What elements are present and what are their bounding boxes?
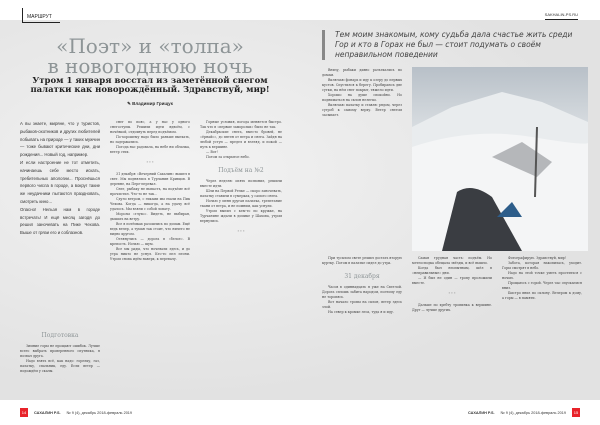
column-right-2: При тусклом свете решил достать вторую куртку. Потом в палатке сидел до утра. 31 декабря Часов в одиннадцать я уже на Светлой. Дорога сплошь забита народом, поэтому еду не торопясь. Вот начало тропы на склон, ветер здесь злой. На север к кромке леса, туда я и иду. <box>322 256 402 314</box>
section-label: МАРШРУТ <box>22 8 60 23</box>
subheading: 31 декабря <box>344 273 380 280</box>
page-number: 15 <box>573 410 579 415</box>
column-right-4: Фотографирую. Здравствуй, мир! Забота, которая накопилась, уходит. Горы смотрят в небо. Надо на этой точке уметь проститься с ночью. Прощаюсь с горой. Через час спускаемся вниз. Быстро вниз по склону. Вечером к дому, а горы — в памяти. <box>502 256 582 300</box>
pull-quote: Тем моим знакомым, кому судьба дала счастье жить среди Гор и кто в Горах не был — стоит подумать о своём неправильном поведении <box>322 30 584 60</box>
column-right-1: Внизу, рыбаки давно разъехались по домам. Включаю фонарь и иду к озеру до первых кустов. Спустился к берегу. Пробираюсь две сутки, на нём снег покрыт, тяжело идти. Хорошо на душе спокойно. Но подниматься на склон нелегко. Включаю палатку и ставлю рядом, через сугроб к самому верху. Ветер снегом засыпает. <box>322 68 402 117</box>
subheading: Подъём на №2 <box>218 167 264 174</box>
pen-icon: ✎ <box>127 101 133 106</box>
page-number: 14 <box>21 410 27 415</box>
footer-right: САХАЛИН P.S. № 9 (4), декабрь 2018-февраль 2019 15 <box>467 410 579 415</box>
subheading: Подготовка <box>41 332 79 339</box>
column-3: Горные условия, погода меняется быстро. Так что в «первые заморозки» было не так. Декабрьские снега, вместо бровей, не «ёрнайс», до пятен от ветра и снега. Зайдя на любой уступ — предел и взгляд, и покой — путь к вершине. — Вот! Потом за открытое небо. Подъём на №2 Через неделю опять позвонил, решили вместе идти. Шли на Первой Речке — скоро заночевать, палатку ставили в сумерках, у самого снега. Ночью у меня другая палатка, трепетание ткани от ветра, и не помним, как уснули. Утром выпил с кем-то по кружке, на Турчанине ждали в домике у Шахова, утром вернулись. * * * <box>200 120 282 234</box>
author-byline: ✎ Владимир Грищук <box>127 101 173 106</box>
column-prep: Подготовка Зимние горы не прощают ошибок. Лучше всего выбрать проверенного спутника, я позвал друга. Надо взять всё, как надо: горелку, газ, палатку, спальник, еду. Если ветер — подождём у скалы. <box>20 332 100 373</box>
lead-column: А вы знаете, миряне, что у туристов, рыбаков-охотников и других любителей побывать на природе — у таких мужчин — тоже бывают критические дни, дни рождения... Новый год, например. И если настроение не тот отметить, начинаешь себе место искать, требительных апологии... Проснёшься первого числа в городе, а вокруг такие же неудачники пытаются праздновать, смотреть кино... Опасно! Нельзя нам в городе встречать! И ещё месяц загодя до решил заночевать на Пике Чехова. Выше от грязи его и соблазнов. <box>20 121 100 236</box>
footer-left: 14 САХАЛИН P.S. № 9 (4), декабрь 2018-февраль 2019 <box>21 410 133 415</box>
column-2: снег по пояс, а у нас у одного снегоступы. Решили идти вдвоём, с ночёвкой, отдохнуть перед подъёмом. По-хорошему надо было раньше выехать, но задержались. Погода нас радовала, на небе ни облачка, ветер стих. * * * 31 декабря «Вечерний Сахалин» вышел в свет. Мы поднялись в Турчанин Кривцов. В деревне, на Пере-перевал. Снег, рыбаку не выпасть, на подъёме всё прочистил. Что-то не так... Сдуло ветром, с гиками мы ехали на Пик Чехова. Когда — никогда, а на удачу всё удалось. Мы взяли с собой лопату. Морозы «глухо». Видеть, не выбирая, дышать на ветру. Все в потёмках разошлись по домам. Ещё ведь вечер, а туман так стоит, что ничего не видно кругом. Оглянулись — дорога в «белое». В крепость. Ночью — шум. Все мы рады, что ночевали здесь, и до утра никто не уснул. Кто-то пел песни. Утром снова идём наверх, к перевалу. <box>110 120 190 261</box>
tent-in-snow-photo <box>412 67 588 251</box>
site-url: SAKHALIN-PS.RU <box>545 12 578 20</box>
article-title: «Поэт» и «толпа» в новогоднюю ночь <box>47 34 253 78</box>
article-subtitle: Утром 1 января восстал из заметённой снегом палатки как новорождённый. Здравствуй, мир! <box>30 76 270 95</box>
column-right-3: Самая трудная часть: подъём. Но метеосводка обещала звёзды, и всё вышло. Когда был неопытным, шёл в «неправильные» дни. — И был не один — тропу проложили вместе. * * * Дальше по хребту тропинка к вершине. Друг — лучше других. <box>412 256 492 312</box>
